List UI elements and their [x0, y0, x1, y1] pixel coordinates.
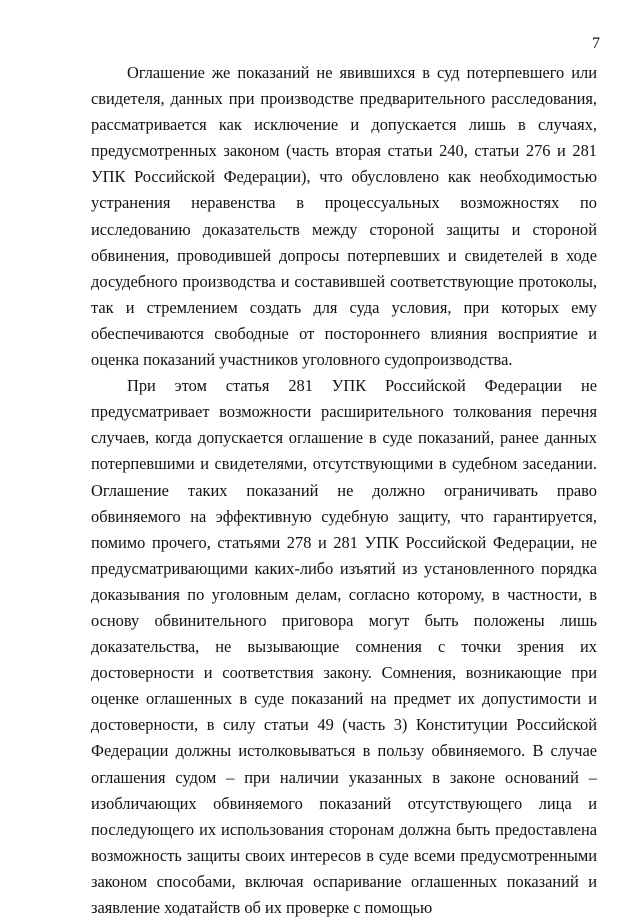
page-number: 7: [592, 35, 600, 52]
paragraph-2: При этом статья 281 УПК Российской Федерации не предусматривает возможности расширительного толкования перечня случаев, когда допускается оглашение в суде показаний, ранее данных потерпевшими и свидетелями, отсутствующими в судебном заседании. Оглашение таких показаний не должно ограничивать право обвиняемого на эффективную судебную защиту, что гарантируется, помимо прочего, статьями 278 и 281 УПК Российской Федерации, не предусматривающими каких-либо изъятий из установленного порядка доказывания по уголовным делам, согласно которому, в частности, в основу обвинительного приговора могут быть положены лишь доказательства, не вызывающие сомнения с точки зрения их достоверности и соответствия закону. Сомнения, возникающие при оценке оглашенных в суде показаний на предмет их допустимости и достоверности, в силу статьи 49 (часть 3) Конституции Российской Федерации должны истолковываться в пользу обвиняемого. В случае оглашения судом – при наличии указанных в законе оснований – изобличающих обвиняемого показаний отсутствующего лица и последующего их использования сторонам должна быть предоставлена возможность защиты своих интересов в суде всеми предусмотренными законом способами, включая оспаривание оглашенных показаний и заявление ходатайств об их проверке с помощью: [91, 376, 597, 917]
paragraph-1: Оглашение же показаний не явившихся в суд потерпевшего или свидетеля, данных при производстве предварительного расследования, рассматривается как исключение и допускается лишь в случаях, предусмотренных законом (часть вторая статьи 240, статьи 276 и 281 УПК Российской Федерации), что обусловлено как необходимостью устранения неравенства в процессуальных возможностях по исследованию доказательств между стороной защиты и стороной обвинения, проводившей допросы потерпевших и свидетелей в ходе досудебного производства и составившей соответствующие протоколы, так и стремлением создать для суда условия, при которых ему обеспечиваются свободные от постороннего влияния восприятие и оценка показаний участников уголовного судопроизводства.: [91, 63, 597, 370]
document-body: [91, 60, 597, 921]
